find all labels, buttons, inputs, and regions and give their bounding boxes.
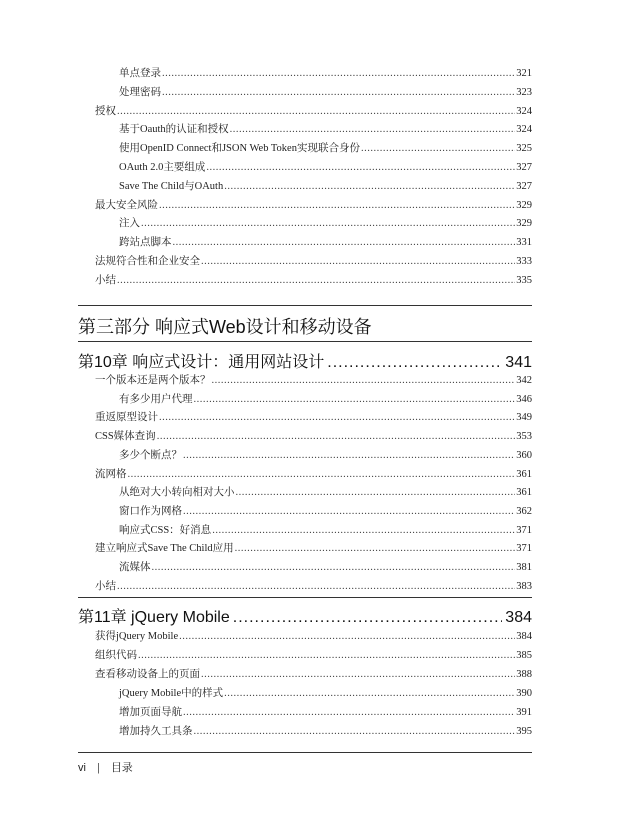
toc-entry-page: 391 [516,707,532,718]
footer-separator: | [96,762,100,774]
toc-entry-page: 360 [516,449,532,461]
page-footer [78,759,133,775]
toc-entry-leader [206,161,515,175]
toc-entry-title: 组织代码 [95,650,137,661]
toc-entry-leader [201,255,515,269]
toc-entry-leader [183,449,515,463]
toc-entry-page: 324 [516,124,532,136]
toc-entry-title: 获得jQuery Mobile [95,631,179,642]
toc-entry-page: 324 [516,105,532,117]
toc-entry[interactable] [95,105,532,119]
chapter10-title: 第10章 响应式设计：通用网站设计 [78,354,325,371]
toc-entry-leader [157,430,516,444]
toc-entry[interactable] [119,142,532,156]
toc-entry[interactable] [95,649,532,663]
toc-entry-page: 327 [516,180,532,192]
toc-entry-page: 335 [516,274,532,286]
toc-entry-title: 注入 [119,218,140,230]
chapter10-heading[interactable] [78,349,532,371]
part-title: 第三部分 响应式Web设计和移动设备 [78,317,372,337]
toc-entry-title: 使用OpenID Connect和JSON Web Token实现联合身份 [119,143,360,155]
toc-entry-leader [235,542,516,556]
chapter10-page: 341 [505,354,532,371]
toc-entry-title: 查看移动设备上的页面 [95,669,200,680]
footer-section: 目录 [110,762,133,774]
toc-entry-leader [117,580,515,594]
toc-entry-title: Save The Child与OAuth [119,180,224,192]
toc-entry[interactable] [119,524,532,538]
toc-entry-page: 353 [516,431,532,443]
toc-entry-title: 法规符合性和企业安全 [95,256,200,267]
toc-entry-page: 395 [516,726,532,737]
toc-entry-leader [212,524,515,538]
toc-entry-title: 小结 [95,274,116,286]
toc-entry-page: 362 [516,505,532,517]
toc-entry-title: 多少个断点？ [119,449,182,461]
toc-entry-page: 331 [516,237,532,249]
toc-entry-title: 最大安全风险 [95,199,158,211]
toc-entry-leader [162,67,515,81]
toc-entry-leader [152,561,516,575]
chapter11-heading[interactable] [78,604,532,626]
toc-entry[interactable] [95,374,532,388]
toc-entry-title: 基于Oauth的认证和授权 [119,124,229,136]
toc-entry-title: CSS媒体查询 [95,431,156,443]
toc-entry-leader [224,687,515,701]
toc-entry-leader [201,668,515,682]
toc-entry-page: 371 [516,524,532,536]
chapter10-leader [327,354,502,372]
toc-entry-page: 361 [516,487,532,499]
toc-entry-title: 流网格 [95,468,127,480]
chapter11-rule [78,597,532,598]
toc-entry-page: 323 [516,86,532,98]
toc-entry-leader [128,468,516,482]
toc-entry-leader [183,706,515,720]
toc-entry-leader [183,505,515,519]
toc-entry-page: 383 [516,580,532,592]
toc-entry-title: 建立响应式Save The Child应用 [95,543,234,555]
toc-entry-leader [138,649,515,663]
toc-entry-leader [361,142,515,156]
toc-entry[interactable] [95,542,532,556]
toc-entry-leader [141,217,515,231]
toc-entry-page: 371 [516,543,532,555]
toc-entry[interactable] [95,630,532,644]
toc-entry-leader [173,236,516,250]
toc-entry-page: 381 [516,562,532,573]
toc-entry-leader [179,630,515,644]
toc-entry-page: 384 [516,631,532,642]
toc-entry[interactable] [119,725,532,739]
toc-entry[interactable] [119,180,532,194]
toc-entry-title: 窗口作为网格 [119,505,182,517]
toc-entry[interactable] [95,411,532,425]
toc-entry[interactable] [95,580,532,594]
toc-entry[interactable] [95,255,532,269]
toc-entry[interactable] [119,67,532,81]
toc-entry-leader [162,86,515,100]
toc-entry-leader [117,274,515,288]
chapter11-page: 384 [505,609,532,626]
toc-entry[interactable] [119,561,532,575]
toc-entry-title: 一个版本还是两个版本？ [95,375,211,386]
part-rule-top [78,305,532,306]
toc-entry[interactable] [119,86,532,100]
footer-page-number: vi [78,762,86,774]
toc-entry-title: 流媒体 [119,562,151,573]
toc-entry[interactable] [119,217,532,231]
toc-entry[interactable] [95,199,532,213]
toc-entry-title: 有多少用户代理 [119,393,193,405]
toc-entry-title: 处理密码 [119,86,161,98]
toc-entry[interactable] [119,161,532,175]
toc-entry-title: 跨站点脚本 [119,237,172,249]
toc-entry-leader [194,393,516,407]
toc-entry-page: 325 [516,143,532,155]
chapter11-title: 第11章 jQuery Mobile [78,609,230,626]
toc-entry[interactable] [95,430,532,444]
chapter10-rule [78,341,532,342]
toc-entry-page: 349 [516,412,532,424]
toc-entry-title: 增加持久工具条 [119,726,193,737]
footer-rule [78,752,532,753]
toc-entry[interactable] [119,486,532,500]
toc-entry-title: 授权 [95,105,116,117]
toc-entry-leader [230,123,516,137]
toc-entry[interactable] [119,236,532,250]
toc-entry-page: 329 [516,218,532,230]
toc-entry-title: 单点登录 [119,68,161,79]
toc-entry[interactable] [119,687,532,701]
toc-entry-title: 从绝对大小转向相对大小 [119,487,235,499]
toc-entry-page: 385 [516,650,532,661]
toc-entry-page: 329 [516,199,532,211]
toc-entry[interactable] [119,393,532,407]
toc-entry[interactable] [119,123,532,137]
toc-entry-leader [117,105,515,119]
toc-entry-title: jQuery Mobile中的样式 [119,688,224,699]
toc-entry-title: OAuth 2.0主要组成 [119,162,206,173]
toc-entry-page: 390 [516,688,532,699]
toc-entry-page: 321 [516,68,532,79]
toc-entry-page: 327 [516,162,532,173]
toc-entry[interactable] [119,449,532,463]
toc-entry-page: 333 [516,256,532,267]
toc-entry-leader [236,486,516,500]
toc-entry-title: 小结 [95,580,116,592]
toc-entry-leader [212,374,516,388]
chapter11-leader [233,609,503,627]
toc-entry-leader [159,199,515,213]
toc-entry-page: 346 [516,393,532,405]
toc-entry-leader [224,180,515,194]
toc-entry[interactable] [119,505,532,519]
toc-entry[interactable] [95,468,532,482]
toc-entry-leader [194,725,516,739]
toc-entry-page: 342 [516,375,532,386]
toc-entry[interactable] [95,274,532,288]
toc-entry-page: 361 [516,468,532,480]
toc-entry-page: 388 [516,669,532,680]
toc-entry-leader [159,411,515,425]
toc-entry-title: 重返原型设计 [95,412,158,424]
toc-entry-title: 增加页面导航 [119,707,182,718]
toc-entry[interactable] [119,706,532,720]
toc-entry[interactable] [95,668,532,682]
toc-entry-title: 响应式CSS：好消息 [119,524,212,536]
